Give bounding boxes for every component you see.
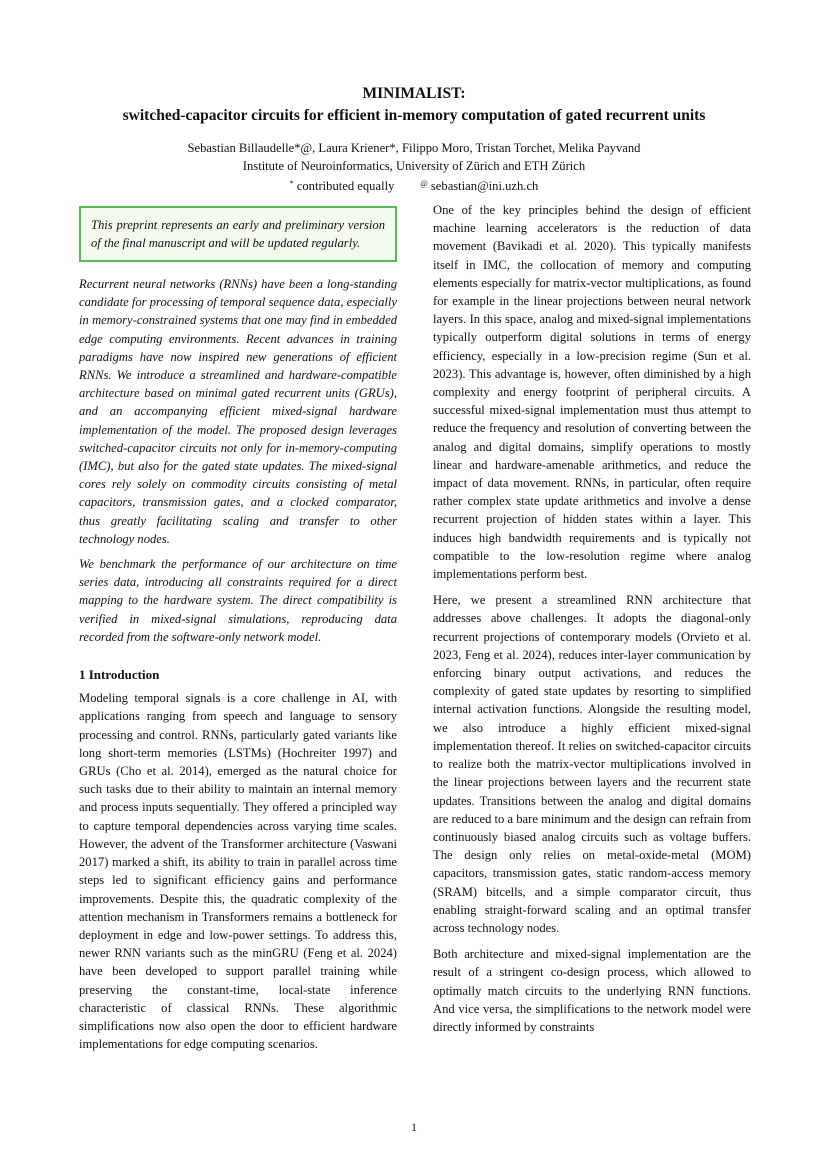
paper-title-line2: switched-capacitor circuits for efficient in-memory computation of gated recurrent units xyxy=(122,107,706,124)
right-column xyxy=(433,201,751,1044)
contribution-line xyxy=(0,175,828,195)
paper-header xyxy=(0,84,828,195)
paper-title-line1: MINIMALIST: xyxy=(362,85,466,102)
abstract-paragraph-2: We benchmark the performance of our architecture on time series data, introducing all constraints required for a direct mapping to the hardware system. The direct compatibility is verified in mixed-signal simulations, reproducing data recorded from the software-only network model. xyxy=(79,557,397,644)
contrib-note: contributed equally xyxy=(296,179,395,193)
asterisk-mark: * xyxy=(289,179,294,188)
author-list: Sebastian Billaudelle*@, Laura Kriener*, Filippo Moro, Tristan Torchet, Melika Payvand xyxy=(187,141,641,155)
abstract-paragraph-1: Recurrent neural networks (RNNs) have been a long-standing candidate for processing of temporal sequence data, especially in memory-constrained systems that one may find in embedded edge computing environments. Recent advances in training paradigms have now inspired new generations of efficient RNNs. We introduce a streamlined and hardware-compatible architecture based on minimal gated recurrent units (GRUs), and an accompanying efficient mixed-signal hardware implementation of the model. The proposed design leverages switched-capacitor circuits not only for in-memory-computing (IMC), but also for the gated state updates. The mixed-signal cores rely solely on commodity circuits consisting of metal capacitors, transmission gates, and a clocked comparator, thus greatly facilitating scaling and transfer to other technology nodes. xyxy=(79,277,397,546)
section-heading-introduction: 1 Introduction xyxy=(79,667,160,683)
left-column xyxy=(79,203,397,1053)
contact-email: sebastian@ini.uzh.ch xyxy=(430,179,539,193)
right-paragraph-3: Both architecture and mixed-signal implementation are the result of a stringent co-design process, which allowed to optimally match circuits to the underlying RNN functions. And vice versa, the simplifications to the network model were directly informed by constraints xyxy=(433,947,751,1034)
intro-paragraph-1: Modeling temporal signals is a core challenge in AI, with applications ranging from speech and language to sensory processing and control. RNNs, particularly gated variants like long short-term memories (LSTMs) (Hochreiter 1997) and GRUs (Cho et al. 2014), emerged as the natural choice for such tasks due to their ability to maintain an internal memory and process inputs sequentially. They offered a principled way to capture temporal dependencies across varying time scales. However, the advent of the Transformer architecture (Vaswani 2017) marked a shift, its ability to train in parallel across time steps led to significant efficiency gains and performance improvements. Despite this, the quadratic complexity of the attention mechanism in Transformers remains a bottleneck for deployment in edge and low-power settings. To address this, newer RNN variants such as the minGRU (Feng et al. 2024) have been developed to support parallel training while preserving the constant-time, local-state inference characteristic of classical RNNs. These algorithmic simplifications now also open the door to efficient hardware implementations for edge computing scenarios. xyxy=(79,691,397,1052)
right-paragraph-2: Here, we present a streamlined RNN architecture that addresses above challenges. It adopts the diagonal-only recurrent projections of contemporary models (Orvieto et al. 2023, Feng et al. 2024), reduces inter-layer communication by enforcing binary output activations, and reduces the complexity of gated state updates by resorting to simplified internal activation functions. Alongside the resulting model, we also introduce a highly efficient mixed-signal implementation thereof. It relies on switched-capacitor circuits to realize both the matrix-vector multiplications involved in the linear projections between layers and the recurrent state updates. Transitions between the analog and digital domains are reduced to a bare minimum and the design can refrain from continuously biased analog circuits such as voltage buffers. The design only relies on metal-oxide-metal (MOM) capacitors, transmission gates, static random-access memory (SRAM) bitcells, and a simple comparator circuit, thus enabling straight-forward scaling and an optimal transfer across technology nodes. xyxy=(433,593,751,935)
right-paragraph-1: One of the key principles behind the design of efficient machine learning accelerators is the reduction of data movement (Bavikadi et al. 2020). This typically manifests itself in IMC, the collocation of memory and computing elements especially for matrix-vector multiplications, as found for example in the linear projections between neural network layers. In this space, analog and mixed-signal implementations typically outperform digital solutions in terms of energy efficiency, especially in a low-precision regime (Sun et al. 2023). This advantage is, however, often diminished by a high complexity and energy footprint of peripheral circuits. A successful mixed-signal implementation must thus attempt to reduce the frequency and resolution of converting between the analog and digital domains, simplify operations to mostly linear and hardware-amenable arithmetics, and reduce the impact of data movement. RNNs, in particular, often require rather complex state update arithmetics and involve a dense recurrent projection of hidden states within a layer. This induces high bandwidth requirements and is typically not compatible to the low-resolution regime where analog implementations perform best. xyxy=(433,203,751,582)
introduction-text xyxy=(79,689,397,1053)
abstract xyxy=(79,275,397,646)
page-number: 1 xyxy=(411,1120,417,1134)
preprint-notice: This preprint represents an early and preliminary version of the final manuscript and will be updated regularly. xyxy=(79,206,397,262)
at-mark: @ xyxy=(420,179,428,188)
affiliation: Institute of Neuroinformatics, University of Zürich and ETH Zürich xyxy=(242,159,586,173)
